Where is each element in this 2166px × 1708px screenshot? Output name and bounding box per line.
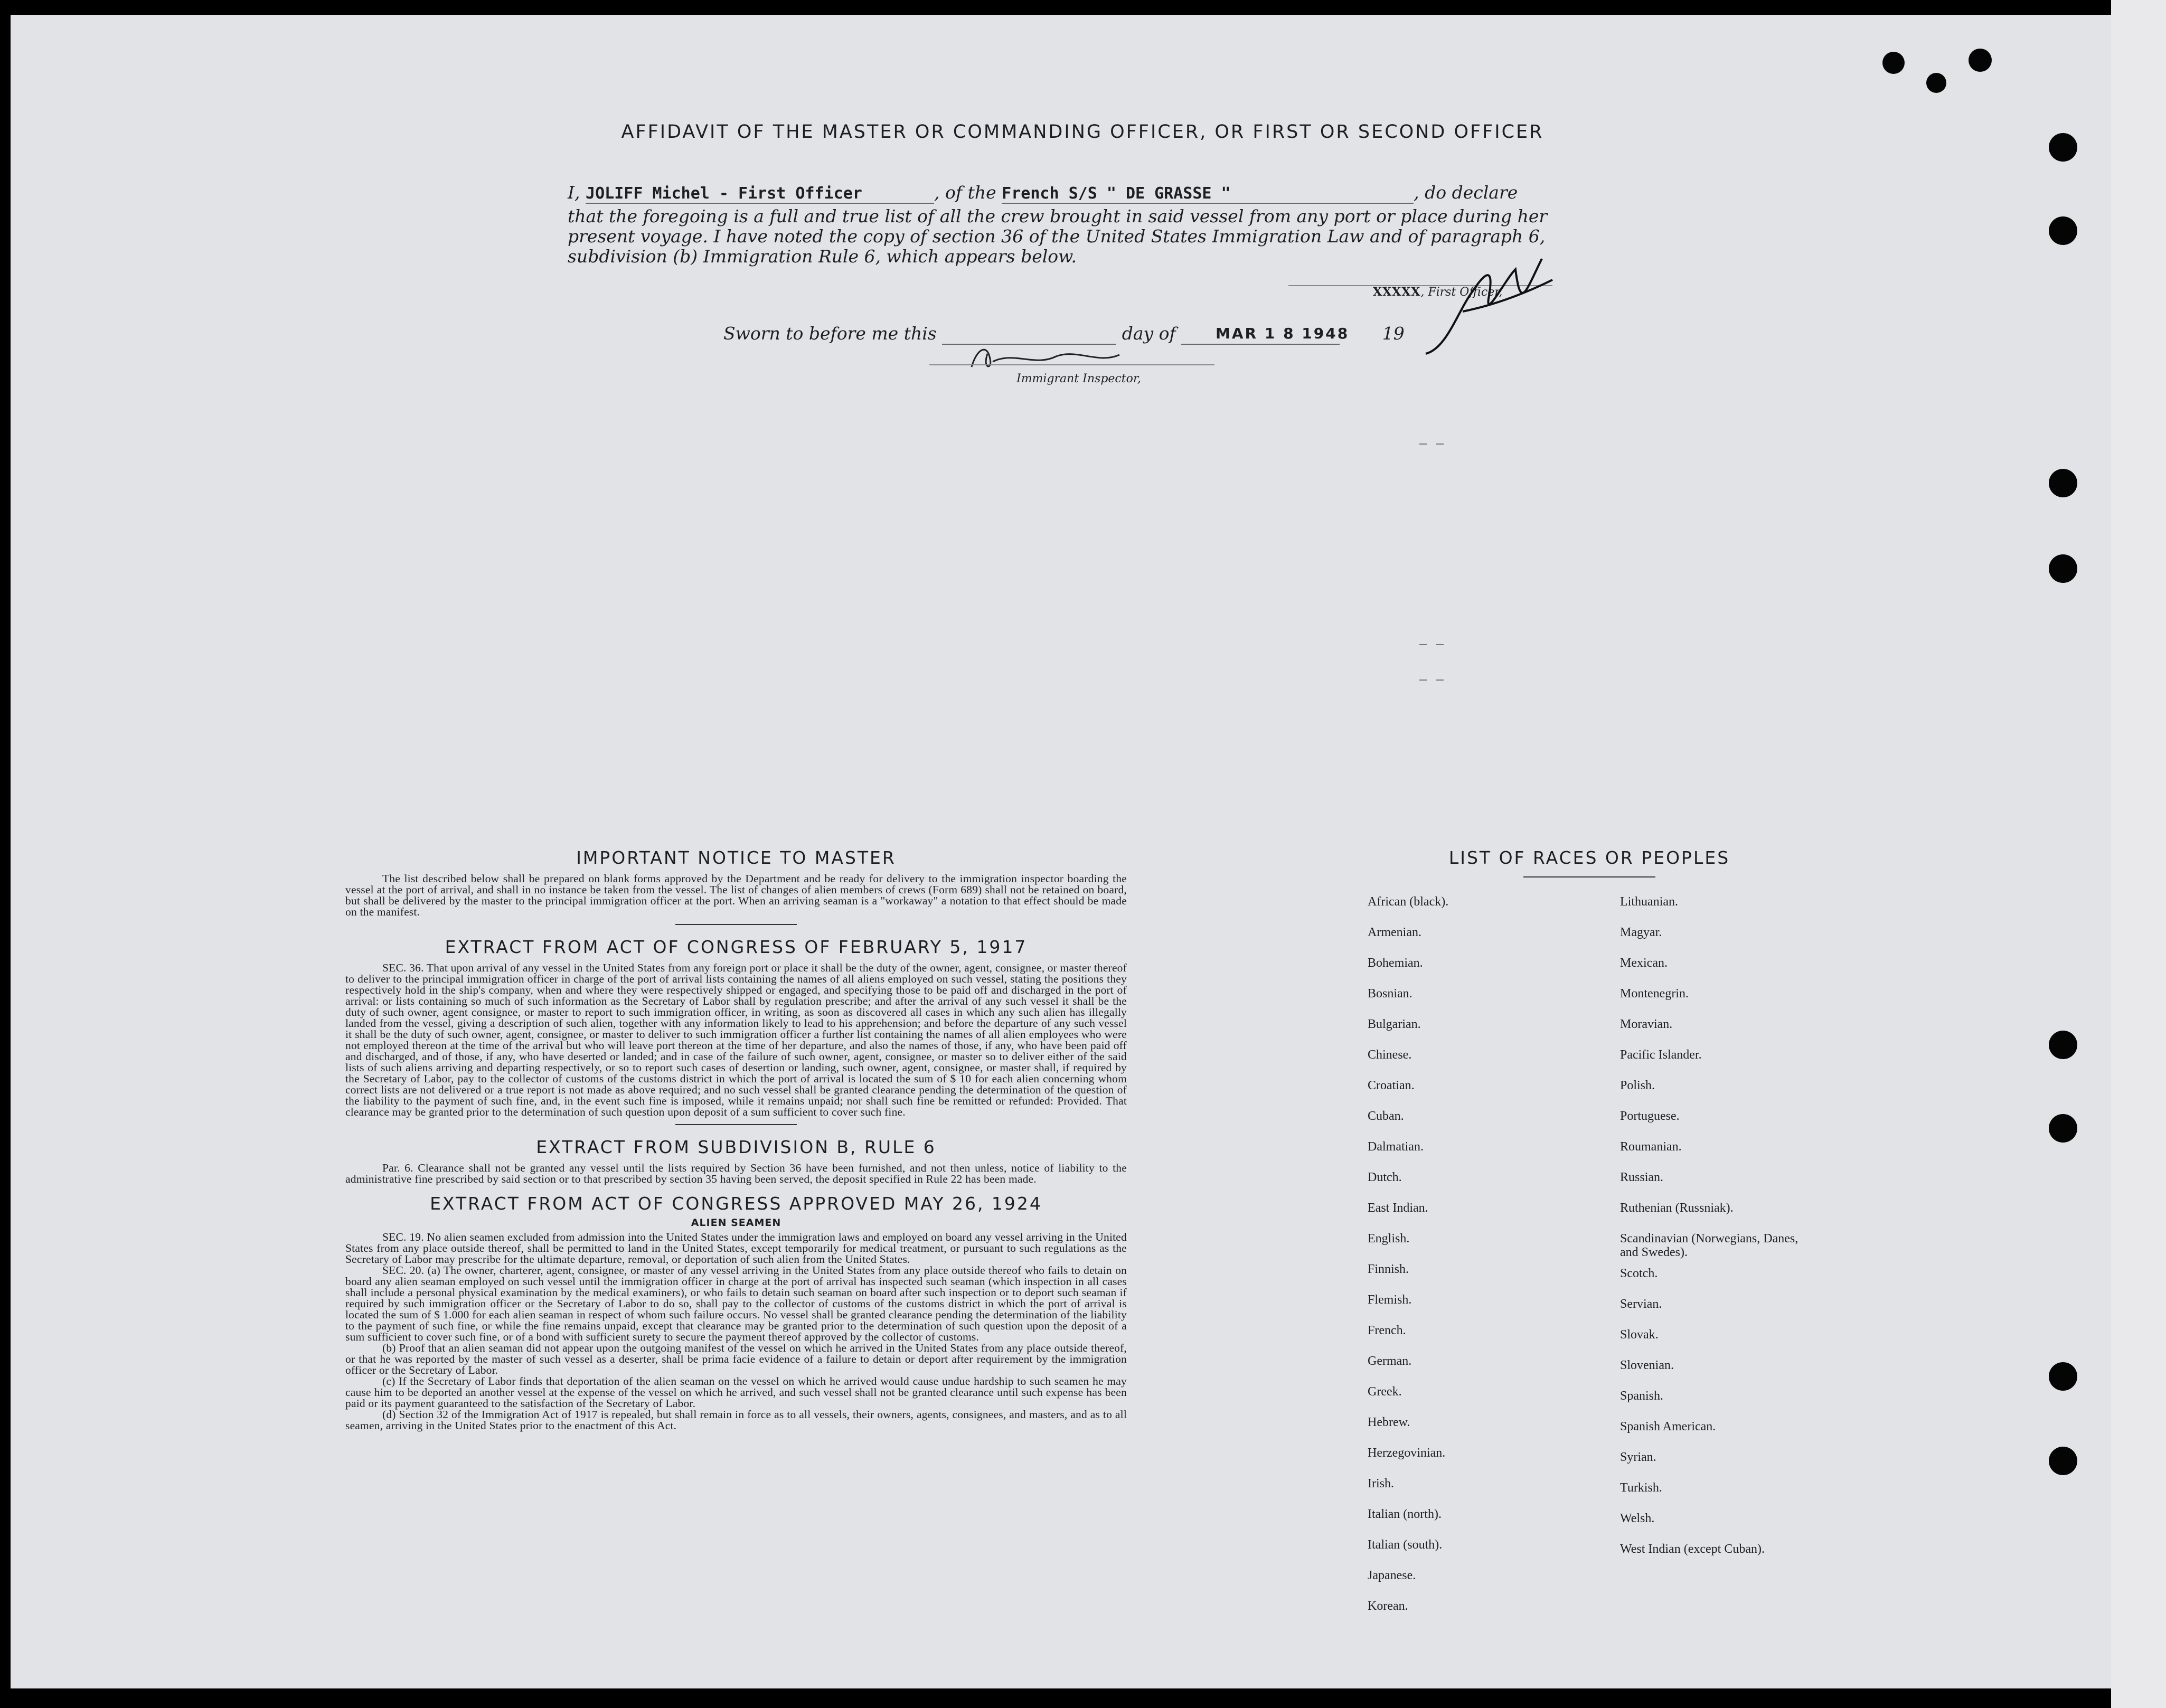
day-of-text: day of [1122,323,1176,344]
race-item: Flemish. [1368,1293,1412,1307]
officer-name: JOLIFF Michel - First Officer [586,184,934,204]
notice-body: The list described below shall be prepared on blank forms approved by the Department and be ready for delivery to the immigration inspector boarding the vessel at the port of arrival, and shall in no instance be taken from the vessel. The list of changes of alien members of crews (Form 689) shall not be retained on board, but shall be delivered by the master to the principal immigration officer at the port. When an arriving seaman is a "workaway" a notation to that effect should be made on the manifest. [345,872,1127,918]
race-item: Slovenian. [1620,1358,1674,1372]
section-divider [675,924,797,925]
race-item: Russian. [1620,1171,1664,1184]
race-item: Ruthenian (Russniak). [1620,1201,1734,1215]
date-stamp: MAR 1 8 1948 [1216,325,1350,342]
race-item: East Indian. [1368,1201,1428,1215]
race-item: Armenian. [1368,926,1421,939]
extract-rule6-title: EXTRACT FROM SUBDIVISION B, RULE 6 [536,1137,936,1157]
race-item: Polish. [1620,1079,1655,1092]
race-item: Syrian. [1620,1450,1656,1464]
punch-hole [2049,1114,2077,1143]
binding-strip [2111,0,2166,1708]
vessel-name: French S/S " DE GRASSE " [1002,184,1414,204]
affidavit-line-3: present voyage. I have noted the copy of section 36 of the United States Immigration Law and of paragraph 6, [568,226,1546,247]
extract-1917-title: EXTRACT FROM ACT OF CONGRESS OF FEBRUARY 5, 1917 [445,937,1028,957]
race-item: Moravian. [1620,1017,1673,1031]
punch-hole [2049,1031,2077,1059]
race-item: English. [1368,1232,1410,1245]
race-item: Italian (south). [1368,1538,1443,1552]
race-item: Montenegrin. [1620,987,1689,1001]
section-gap [345,1185,1127,1193]
punch-hole [2049,469,2077,497]
punch-hole [2049,216,2077,245]
race-item: Servian. [1620,1297,1662,1311]
extract-1917-body: SEC. 36. That upon arrival of any vessel in the United States from any foreign port or place it shall be the duty of the owner, agent, consignee, or master thereof to deliver to the principal immigration officer in charge of the port of arrival lists containing the names of all aliens employed on such vessel, stating the positions they respectively hold in the ship's company, when and where they were respectively shipped or engaged, and specifying those to be paid off and discharged in the port of arrival: or lists containing so much of such information as the Secretary of Labor shall by regulation prescribe; and after the arrival of any such vessel it shall be the duty of such owner, agent consignee, or master to report to such immigration officer, in writing, as soon as discovered all cases in which any such alien has illegally landed from the vessel, giving a description of such alien, together with any information likely to lead to his apprehension; and before the departure of any such vessel it shall be the duty of such owner, agent, consignee, or master to deliver to such immigration officer a further list containing the names of all alien employees who were not employed thereon at the time of the arrival but who will leave port thereon at the time of her departure, and also the names of those, if any, who have been paid off and discharged, and of those, if any, who have deserted or landed; and in case of the failure of such owner, agent, consignee, or master so to deliver either of the said lists of such aliens arriving and departing respectively, or so to report such cases of desertion or landing, such owner, agent, consignee, or master shall, if required by the Secretary of Labor, pay to the collector of customs of the customs district in which the port of arrival is located the sum of $ 10 for each alien concerning whom correct lists are not delivered or a true report is not made as above required; and no such vessel shall be granted clearance pending the determination of the question of the liability to the payment of such fine, and, in the event such fine is imposed, while it remains unpaid; nor shall such fine be remitted or refunded: Provided. That clearance may be granted prior to the determination of such question upon deposit of a sum sufficient to cover such fine. [345,961,1127,1118]
race-item: Croatian. [1368,1079,1415,1092]
race-item: African (black). [1368,895,1449,909]
margin-tick [1419,443,1427,445]
inspector-signature [966,338,1141,375]
extract-1924-paragraph: SEC. 19. No alien seamen excluded from admission into the United States under the immigration laws and employed on board any vessel arriving in the United States from any place outside thereof, shall be permitted to land in the United States, except temporarily for medical treatment, or pursuant to such regulations as the Secretary of Labor may prescribe for the ultimate departure, removal, or deportation of such alien from the United States. [345,1231,1127,1266]
race-item: Greek. [1368,1385,1402,1399]
race-item: Hebrew. [1368,1416,1410,1429]
margin-tick [1436,680,1444,681]
affidavit-line-4: subdivision (b) Immigration Rule 6, which appears below. [568,246,1077,267]
section-divider [675,1124,797,1125]
races-title: LIST OF RACES OR PEOPLES [1448,847,1730,868]
race-item: Chinese. [1368,1048,1412,1062]
race-item: West Indian (except Cuban). [1620,1542,1765,1556]
punch-hole [2049,1447,2077,1475]
inspector-label: Immigrant Inspector, [1016,372,1141,385]
officer-title: First Officer, [1428,286,1503,299]
race-item: Cuban. [1368,1109,1404,1123]
races-list-col1 [1368,895,1595,1630]
affidavit-line-1 [568,182,1518,204]
affidavit-mid: , of the [934,182,996,203]
race-item: Dalmatian. [1368,1140,1424,1154]
race-item: Portuguese. [1620,1109,1680,1123]
punch-hole [2049,133,2077,162]
margin-tick [1436,644,1444,645]
race-item: Korean. [1368,1599,1408,1613]
punch-hole [2049,1362,2077,1391]
race-item: German. [1368,1354,1412,1368]
extract-1924-title: EXTRACT FROM ACT OF CONGRESS APPROVED MAY 26, 1924 [430,1193,1042,1214]
race-item: Irish. [1368,1477,1394,1490]
race-item: Welsh. [1620,1512,1655,1525]
punch-hole [1969,49,1992,72]
race-item: French. [1368,1324,1406,1337]
race-item: Bohemian. [1368,956,1423,970]
extract-1924-paragraph: (d) Section 32 of the Immigration Act of 1917 is repealed, but shall remain in force as to all vessels, their owners, agents, consignees, and masters, and as to all seamen, arriving in the United States prior to the enactment of this Act. [345,1408,1127,1432]
year-prefix: 19 [1382,323,1405,344]
race-item: Bosnian. [1368,987,1412,1001]
race-item: Dutch. [1368,1171,1402,1184]
punch-hole [1882,52,1905,74]
extract-1924-paragraph: (b) Proof that an alien seaman did not appear upon the outgoing manifest of the vessel on which he arrived in the United States from any place outside thereof, or that he was reported by the master of such vessel as a deserter, shall be prima facie evidence of a failure to detain or deport after requirement by the immigration officer or the Secretary of Labor. [345,1342,1127,1376]
margin-tick [1419,644,1427,645]
affidavit-line-2: that the foregoing is a full and true list of all the crew brought in said vessel from any port or place during her [568,206,1548,227]
race-item: Italian (north). [1368,1507,1442,1521]
race-item: Roumanian. [1620,1140,1682,1154]
race-item: Magyar. [1620,926,1662,939]
extract-rule6-body: Par. 6. Clearance shall not be granted any vessel until the lists required by Section 36 have been furnished, and not then unless, notice of liability to the administrative fine prescribed by said section or to that prescribed by section 35 having been served, the deposit specified in Rule 22 has been made. [345,1162,1127,1185]
races-list-col2 [1620,895,1847,1573]
race-item: Herzegovinian. [1368,1446,1446,1460]
race-item: Slovak. [1620,1328,1659,1342]
races-title-rule [1523,876,1655,877]
sworn-text: Sworn to before me this [723,323,937,344]
race-item: Spanish American. [1620,1420,1716,1433]
affidavit-suffix: , do declare [1414,182,1518,203]
race-item: Mexican. [1620,956,1668,970]
extract-1924-subtitle: ALIEN SEAMEN [691,1217,781,1229]
race-item: Scotch. [1620,1267,1658,1280]
punch-hole [2049,554,2077,583]
extract-1924-paragraph: (c) If the Secretary of Labor finds that deportation of the alien seaman on the vessel on which he arrived would cause undue hardship to such seamen he may cause him to be deported an another vessel at the expense of the vessel on which he arrived, and such vessel shall not be granted clearance until such expense has been paid or its payment guaranteed to the satisfaction of the Secretary of Labor. [345,1375,1127,1410]
struck-text: XXXXX [1373,285,1421,299]
officer-label: XXXXX, First Officer, [1373,285,1503,299]
officer-signature [1415,248,1574,364]
race-item: Japanese. [1368,1569,1416,1582]
legal-text-column [345,847,1127,1431]
race-item: Spanish. [1620,1389,1664,1403]
affidavit-title: AFFIDAVIT OF THE MASTER OR COMMANDING OFFICER, OR FIRST OR SECOND OFFICER [621,121,1544,143]
race-item: Turkish. [1620,1481,1662,1495]
margin-tick [1419,680,1427,681]
race-item: Finnish. [1368,1262,1409,1276]
punch-hole [1926,73,1946,93]
race-item: Pacific Islander. [1620,1048,1702,1062]
extract-1924-paragraph: SEC. 20. (a) The owner, charterer, agent, consignee, or master of any vessel arriving in the United States from any place outside thereof who fails to detain on board any alien seaman employed on such vessel until the immigration officer in charge at the port of arrival has inspected such seaman (which inspection in all cases shall include a personal physical examination by the medical examiners), or who fails to detain such seaman on board after such inspection or to deport such seaman if required by such immigration officer or the Secretary of Labor to do so, shall pay to the collector of customs of the customs district in which the port of arrival is located the sum of $ 1.000 for each alien seaman in respect of whom such failure occurs. No vessel shall be granted clearance pending the determination of the liability to the payment of such fine, or while the fine remains unpaid, except that clearance may be granted prior to the determination of such question upon the deposit of a sum sufficient to cover such fine, or of a bond with sufficient surety to secure the payment thereof approved by the collector of customs. [345,1264,1127,1343]
race-item: Bulgarian. [1368,1017,1421,1031]
inspector-signature-line [929,364,1214,365]
notice-title: IMPORTANT NOTICE TO MASTER [576,847,896,868]
affidavit-prefix: I, [568,182,580,203]
margin-tick [1436,443,1444,445]
race-item: Lithuanian. [1620,895,1678,909]
race-item: Scandinavian (Norwegians, Danes, and Swedes). [1620,1232,1798,1259]
